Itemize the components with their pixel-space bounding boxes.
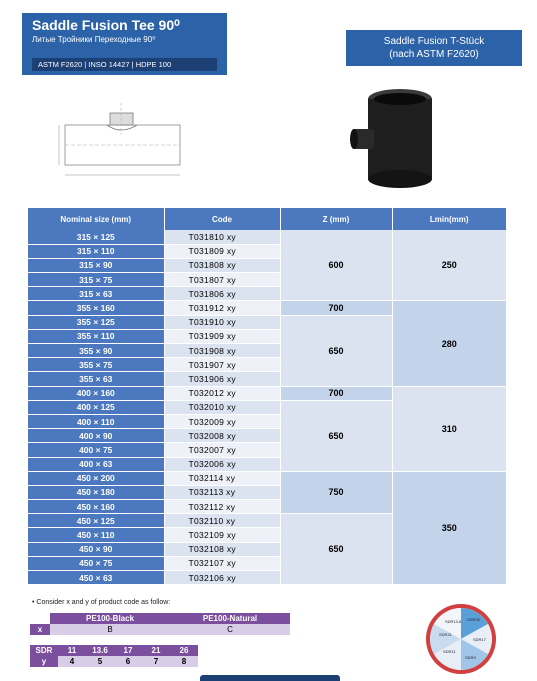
wheel-label: SDR11 bbox=[443, 649, 456, 654]
code-cell: T032010 xy bbox=[164, 400, 280, 414]
wheel-label: SDR17 bbox=[473, 637, 486, 642]
code-legend-note: • Consider x and y of product code as follow: bbox=[32, 599, 171, 606]
z-cell: 700 bbox=[280, 301, 392, 315]
code-cell: T032006 xy bbox=[164, 457, 280, 471]
pe-natural-header: PE100-Natural bbox=[170, 613, 290, 624]
wheel-label: SDR21 bbox=[439, 632, 452, 637]
nominal-cell: 355 × 75 bbox=[28, 358, 164, 372]
nominal-cell: 355 × 90 bbox=[28, 344, 164, 358]
product-photo bbox=[350, 85, 440, 190]
y-value: 6 bbox=[114, 656, 142, 667]
product-title-de-standard: (nach ASTM F2620) bbox=[389, 49, 479, 60]
code-cell: T032113 xy bbox=[164, 485, 280, 499]
material-legend-table bbox=[30, 613, 290, 635]
code-cell: T032110 xy bbox=[164, 514, 280, 528]
table-row bbox=[28, 301, 507, 315]
nominal-cell: 400 × 75 bbox=[28, 443, 164, 457]
sdr-label: SDR bbox=[30, 645, 58, 656]
y-value: 4 bbox=[58, 656, 86, 667]
z-cell: 650 bbox=[280, 514, 392, 585]
y-value: 5 bbox=[86, 656, 114, 667]
technical-drawing bbox=[55, 95, 190, 185]
code-cell: T032009 xy bbox=[164, 414, 280, 428]
nominal-cell: 450 × 200 bbox=[28, 471, 164, 485]
nominal-cell: 400 × 90 bbox=[28, 429, 164, 443]
z-cell: 750 bbox=[280, 471, 392, 514]
nominal-cell: 355 × 160 bbox=[28, 301, 164, 315]
x-natural-value: C bbox=[170, 624, 290, 635]
x-black-value: B bbox=[50, 624, 170, 635]
nominal-cell: 450 × 180 bbox=[28, 485, 164, 499]
code-cell: T031807 xy bbox=[164, 273, 280, 287]
sdr-value: 26 bbox=[170, 645, 198, 656]
code-cell: T032112 xy bbox=[164, 500, 280, 514]
nominal-cell: 315 × 90 bbox=[28, 258, 164, 272]
code-cell: T031908 xy bbox=[164, 344, 280, 358]
wheel-label: SDR13.6 bbox=[445, 619, 462, 624]
code-cell: T031910 xy bbox=[164, 315, 280, 329]
code-cell: T032106 xy bbox=[164, 571, 280, 585]
l-cell: 280 bbox=[392, 301, 507, 386]
table-row bbox=[28, 386, 507, 400]
code-cell: T032107 xy bbox=[164, 556, 280, 570]
header-banner-left bbox=[22, 13, 227, 75]
code-cell: T032108 xy bbox=[164, 542, 280, 556]
product-title: Saddle Fusion Tee 90⁰ bbox=[32, 17, 180, 33]
code-cell: T032008 xy bbox=[164, 429, 280, 443]
l-cell: 310 bbox=[392, 386, 507, 471]
y-value: 7 bbox=[142, 656, 170, 667]
nominal-cell: 400 × 125 bbox=[28, 400, 164, 414]
nominal-cell: 315 × 75 bbox=[28, 273, 164, 287]
wheel-label: SDR9 bbox=[465, 655, 476, 660]
sdr-value: 11 bbox=[58, 645, 86, 656]
col-z-header: Z (mm) bbox=[280, 208, 392, 230]
sdr-legend-table bbox=[30, 645, 198, 667]
code-cell: T031809 xy bbox=[164, 244, 280, 258]
code-cell: T031808 xy bbox=[164, 258, 280, 272]
product-title-de: Saddle Fusion T-Stück bbox=[383, 36, 485, 47]
nominal-cell: 355 × 110 bbox=[28, 329, 164, 343]
y-value: 8 bbox=[170, 656, 198, 667]
sdr-wheel-graphic bbox=[425, 603, 497, 675]
code-cell: T031907 xy bbox=[164, 358, 280, 372]
sdr-value: 17 bbox=[114, 645, 142, 656]
nominal-cell: 315 × 63 bbox=[28, 287, 164, 301]
l-cell: 250 bbox=[392, 230, 507, 301]
nominal-cell: 315 × 125 bbox=[28, 230, 164, 244]
code-cell: T032007 xy bbox=[164, 443, 280, 457]
nominal-cell: 355 × 63 bbox=[28, 372, 164, 386]
z-cell: 650 bbox=[280, 400, 392, 471]
nominal-cell: 450 × 90 bbox=[28, 542, 164, 556]
code-cell: T032012 xy bbox=[164, 386, 280, 400]
table-row bbox=[28, 230, 507, 244]
col-nominal-header: Nominal size (mm) bbox=[28, 208, 164, 230]
col-code-header: Code bbox=[164, 208, 280, 230]
specification-table bbox=[28, 208, 507, 585]
z-cell: 700 bbox=[280, 386, 392, 400]
nominal-cell: 315 × 110 bbox=[28, 244, 164, 258]
wheel-label: SDR26 bbox=[467, 617, 480, 622]
code-cell: T031909 xy bbox=[164, 329, 280, 343]
nominal-cell: 450 × 160 bbox=[28, 500, 164, 514]
code-cell: T031810 xy bbox=[164, 230, 280, 244]
nominal-cell: 450 × 125 bbox=[28, 514, 164, 528]
pe-black-header: PE100-Black bbox=[50, 613, 170, 624]
z-cell: 600 bbox=[280, 230, 392, 301]
nominal-cell: 355 × 125 bbox=[28, 315, 164, 329]
nominal-cell: 450 × 75 bbox=[28, 556, 164, 570]
code-cell: T031906 xy bbox=[164, 372, 280, 386]
table-row bbox=[28, 471, 507, 485]
nominal-cell: 450 × 110 bbox=[28, 528, 164, 542]
nominal-cell: 400 × 160 bbox=[28, 386, 164, 400]
code-cell: T031806 xy bbox=[164, 287, 280, 301]
product-subtitle-ru: Литые Тройники Переходные 90⁰ bbox=[32, 35, 156, 44]
footer-tab bbox=[200, 675, 340, 681]
nominal-cell: 400 × 63 bbox=[28, 457, 164, 471]
x-label: x bbox=[30, 624, 50, 635]
header-banner-right bbox=[346, 30, 522, 66]
y-label: y bbox=[30, 656, 58, 667]
sdr-value: 13.6 bbox=[86, 645, 114, 656]
nominal-cell: 450 × 63 bbox=[28, 571, 164, 585]
standards-strip: ASTM F2620 | INSO 14427 | HDPE 100 bbox=[32, 58, 217, 71]
code-cell: T031912 xy bbox=[164, 301, 280, 315]
nominal-cell: 400 × 110 bbox=[28, 414, 164, 428]
sdr-value: 21 bbox=[142, 645, 170, 656]
code-cell: T032109 xy bbox=[164, 528, 280, 542]
code-cell: T032114 xy bbox=[164, 471, 280, 485]
col-l-header: Lmin(mm) bbox=[392, 208, 507, 230]
l-cell: 350 bbox=[392, 471, 507, 585]
z-cell: 650 bbox=[280, 315, 392, 386]
